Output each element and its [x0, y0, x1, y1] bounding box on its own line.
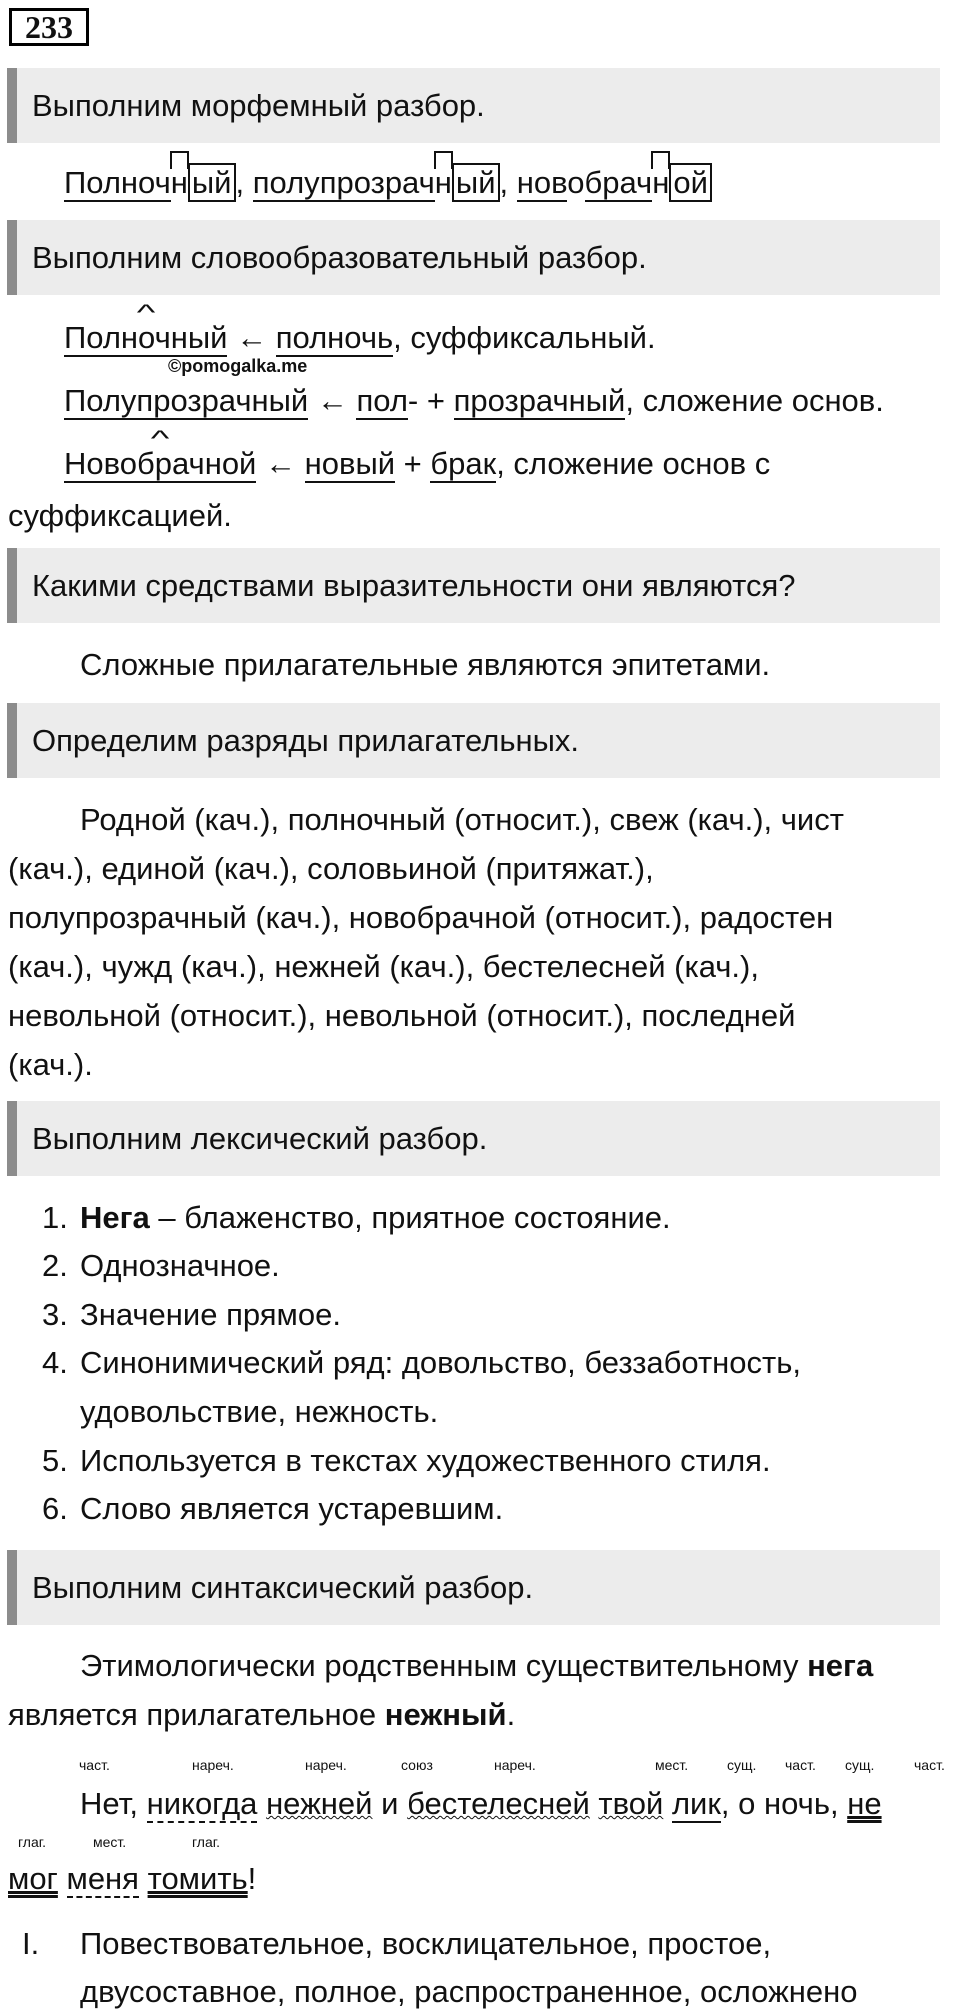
predicate: мог [8, 1861, 58, 1896]
morph-line: Полночн ый , полупрозрачн ый , новобрачн ой [64, 163, 712, 203]
predicate: томить [147, 1861, 248, 1896]
morph-suffix: н [652, 165, 670, 200]
pos-tag: нареч. [494, 1757, 536, 1773]
wf-source: новый [304, 446, 396, 481]
analysis-line: двусоставное, полное, распространенное, осложнено [80, 1974, 858, 2009]
wf-source: пол [356, 383, 408, 418]
pos-tag: союз [401, 1757, 433, 1773]
list-item: 5. Используется в текстах художественного стиля. [42, 1443, 771, 1478]
pos-tag: нареч. [192, 1757, 234, 1773]
subject: лик [671, 1786, 721, 1821]
wf-line-3: ^ Новобрачной ← новый + брак, сложение основ с [64, 444, 770, 484]
wf-line-2: Полупрозрачный ← пол- + прозрачный, сложение основ. [64, 383, 884, 418]
predicate-part: бестелесней [407, 1786, 590, 1821]
header-categories: Определим разряды прилагательных. [7, 703, 940, 778]
wf-word: ^ Полночный [64, 320, 227, 357]
morph-connector: о [567, 165, 585, 200]
wf-source: брак [430, 446, 497, 481]
categories-line: Родной (кач.), полночный (относит.), свеж (кач.), чист [80, 802, 844, 837]
predicate: не [847, 1786, 882, 1821]
header-syntax: Выполним синтаксический разбор. [7, 1550, 940, 1625]
header-expressive: Какими средствами выразительности они являются? [7, 548, 940, 623]
wf-line-4: суффиксацией. [8, 498, 232, 533]
categories-line: (кач.), единой (кач.), соловьиной (притяжат.), [8, 851, 654, 886]
attribute: твой [598, 1786, 664, 1821]
wf-source: прозрачный [453, 383, 626, 418]
pos-tag: част. [79, 1757, 110, 1773]
morph-root: нов [516, 165, 568, 200]
task-number: 233 [9, 8, 89, 46]
list-item: 6. Слово является устаревшим. [42, 1491, 504, 1526]
morph-ending: ый [188, 163, 236, 202]
morph-ending: ый [452, 163, 500, 202]
pos-tag: мест. [93, 1834, 127, 1850]
pos-tag: сущ. [845, 1757, 875, 1773]
etym-line-2: является прилагательное нежный. [8, 1697, 516, 1732]
pos-tag: глаг. [192, 1834, 221, 1850]
list-item: 1. Нега – блаженство, приятное состояние. [42, 1200, 671, 1235]
pos-tag: част. [785, 1757, 816, 1773]
morph-suffix: н [170, 165, 188, 200]
wf-word: Полупрозрачный [64, 383, 309, 418]
expressive-answer: Сложные прилагательные являются эпитетами. [80, 647, 771, 682]
pos-tag: сущ. [727, 1757, 757, 1773]
analysis-number: I. [22, 1926, 40, 1961]
adverbial: никогда [146, 1786, 258, 1821]
pos-tag: нареч. [305, 1757, 347, 1773]
list-item: 3. Значение прямое. [42, 1297, 341, 1332]
pos-tag: глаг. [18, 1834, 47, 1850]
list-item: 4. Синонимический ряд: довольство, беззаботность, [42, 1345, 801, 1380]
header-lexical: Выполним лексический разбор. [7, 1101, 940, 1176]
morph-root: прозрач [319, 165, 435, 200]
categories-line: (кач.), чужд (кач.), нежней (кач.), бестелесней (кач.), [8, 949, 759, 984]
wf-line-1: ^ Полночный ← полночь, суффиксальный. [64, 318, 656, 358]
watermark: ©pomogalka.me [168, 356, 308, 376]
sentence-line-1: Нет, никогда нежней и бестелесней твой лик, о ночь, не [80, 1786, 882, 1821]
sentence-line-2: мог меня томить! [8, 1861, 257, 1896]
list-item: удовольствие, нежность. [80, 1394, 439, 1429]
categories-line: полупрозрачный (кач.), новобрачной (относит.), радостен [8, 900, 834, 935]
predicate-part: нежней [266, 1786, 373, 1821]
wf-word: ^ Новобрачной [64, 446, 256, 483]
pos-tag: мест. [655, 1757, 689, 1773]
header-morph: Выполним морфемный разбор. [7, 68, 940, 143]
morph-ending: ой [669, 163, 712, 202]
object: меня [66, 1861, 139, 1896]
pos-tag: част. [914, 1757, 945, 1773]
wf-source: полночь [275, 320, 394, 355]
etym-line-1: Этимологически родственным существительному нега [80, 1648, 874, 1683]
morph-root: брач [584, 165, 653, 200]
list-item: 2. Однозначное. [42, 1248, 280, 1283]
categories-line: (кач.). [8, 1047, 93, 1082]
header-word-formation: Выполним словообразовательный разбор. [7, 220, 940, 295]
categories-line: невольной (относит.), невольной (относит.), последней [8, 998, 796, 1033]
morph-root: Полноч [64, 165, 171, 200]
analysis-line: Повествовательное, восклицательное, простое, [80, 1926, 772, 1961]
morph-suffix: н [434, 165, 452, 200]
morph-root: полу [252, 165, 320, 200]
